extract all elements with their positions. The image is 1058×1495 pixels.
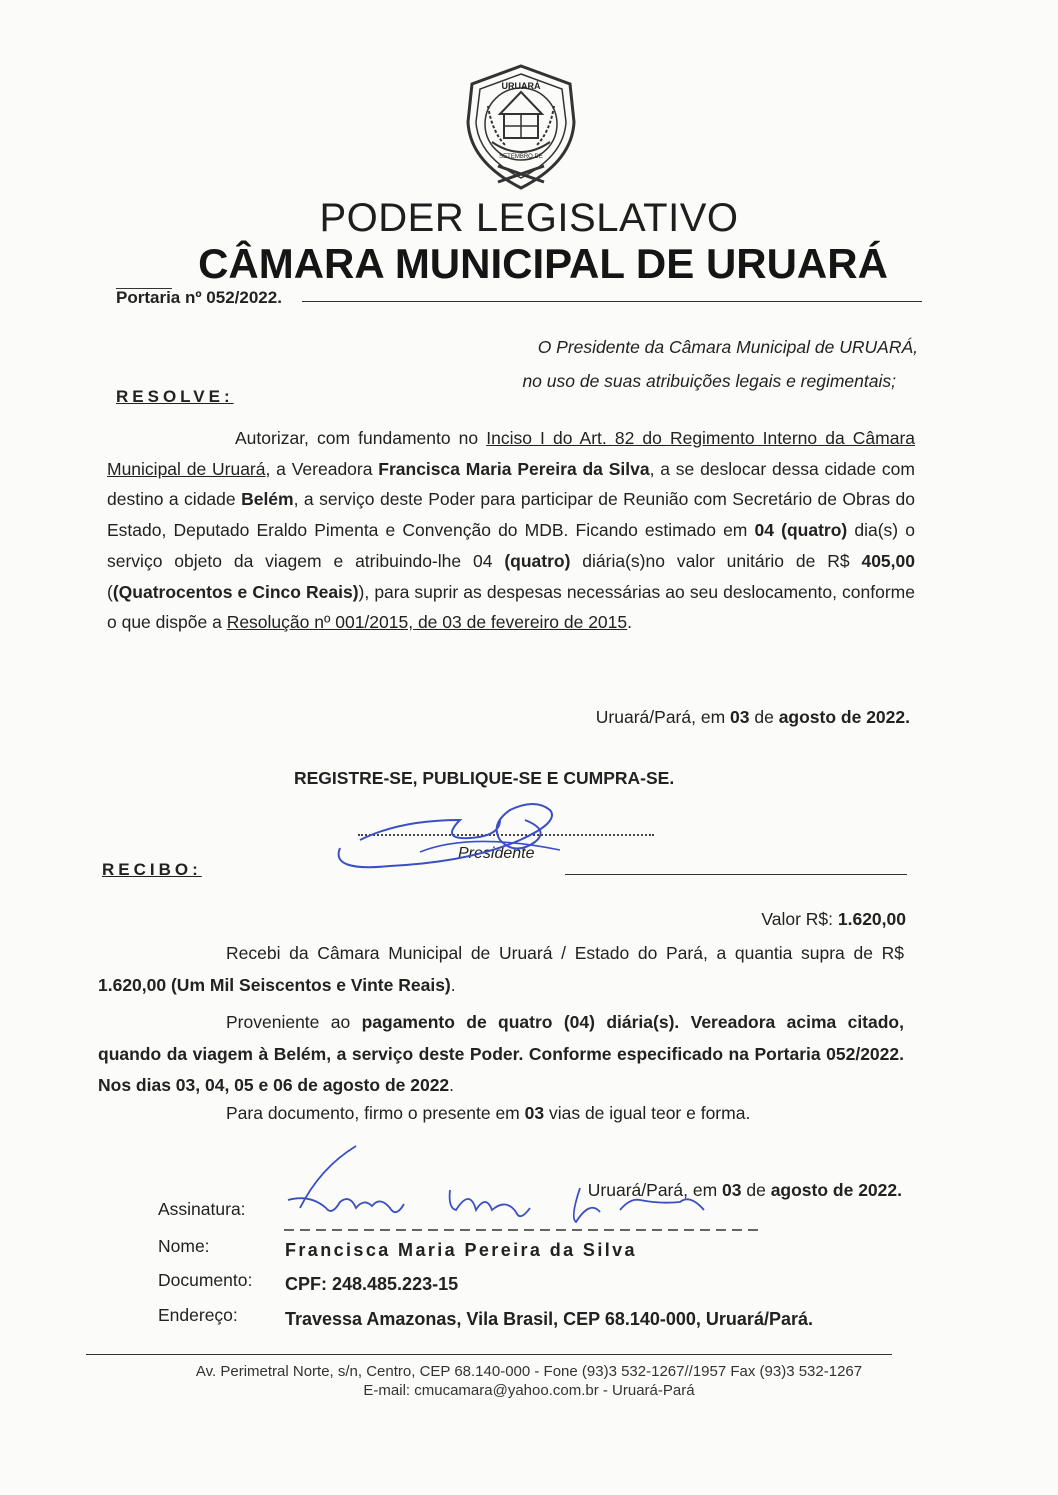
date-day: 03	[730, 707, 750, 727]
footer-email: E-mail: cmucamara@yahoo.com.br - Uruará-Pará	[363, 1382, 695, 1399]
date-month-year: agosto de 2022.	[778, 707, 910, 727]
resolucao-reference: Resolução nº 001/2015, de 03 de fevereiro de 2015	[226, 612, 628, 633]
resolve-date	[596, 707, 910, 728]
footer	[0, 1362, 1058, 1400]
page-title: PODER LEGISLATIVO	[319, 196, 739, 240]
president-signature	[320, 780, 590, 890]
text-run: , para suprir as despesas necessárias ao seu deslocamento, conforme o que dispõe a	[107, 581, 915, 633]
seal-caption-bottom: SETEMBRO DE	[499, 154, 543, 160]
text-run: dia(s) o serviço objeto da viagem e atribuindo-lhe 04	[107, 520, 915, 571]
date-month-year: agosto de 2022.	[770, 1180, 902, 1200]
recibo-paragraph-3	[226, 1103, 750, 1124]
endereco-label: Endereço:	[158, 1305, 238, 1325]
seal-caption-top: URUARÁ	[501, 81, 541, 91]
valor-amount: 1.620,00	[837, 909, 906, 929]
text-run: .	[627, 612, 633, 633]
portaria-number: Portaria nº 052/2022.	[116, 288, 282, 307]
text-run: .	[449, 1075, 455, 1095]
text-run: diária(s)no valor unitário de R$	[570, 550, 862, 571]
recibo-payment-details: pagamento de quatro (04) diária(s). Vereadora acima citado, quando da viagem à Belém, a serviço deste Poder. Conforme especificado na Portaria 052/2022. Nos dias 03, 04, 05 e 06 de agosto de 2022	[98, 1012, 904, 1095]
destination-city: Belém	[241, 489, 294, 510]
recibo-divider	[565, 874, 907, 875]
date-prefix: Uruará/Pará, em	[595, 707, 731, 727]
footer-address: Av. Perimetral Norte, s/n, Centro, CEP 68.140-000 - Fone (93)3 532-1267//1957 Fax (93)3 532-1267	[195, 1363, 863, 1380]
text-run: Recebi da Câmara Municipal de Uruará / Estado do Pará, a quantia supra de R$	[226, 943, 904, 963]
date-prefix: Uruará/Pará, em	[587, 1180, 723, 1200]
date-mid: de	[741, 1180, 771, 1200]
date-mid: de	[749, 707, 779, 727]
header-divider-right	[302, 301, 922, 302]
recibo-valor	[761, 909, 906, 930]
days-number: 04	[754, 520, 774, 541]
text-run: vias de igual teor e forma.	[544, 1103, 751, 1123]
documento-value: CPF: 248.485.223-15	[285, 1274, 459, 1294]
nome-label: Nome:	[158, 1236, 210, 1256]
days-words: (quatro)	[781, 520, 848, 541]
text-run: Proveniente ao	[226, 1012, 362, 1032]
recibo-paragraph-2	[98, 1007, 904, 1102]
text-run: Autorizar, com fundamento no	[235, 428, 487, 448]
recibo-amount-words: 1.620,00 (Um Mil Seiscentos e Vinte Reais)	[98, 974, 451, 995]
vias-count: 03	[524, 1103, 545, 1123]
footer-divider	[86, 1354, 892, 1355]
assinatura-label: Assinatura:	[158, 1199, 246, 1219]
preamble-line-1: O Presidente da Câmara Municipal de URUARÁ,	[537, 337, 918, 357]
text-run: , a serviço deste Poder para participar de Reunião com Secretário de Obras do Estado, Deputado Eraldo Pimenta e Convenção do MDB. Ficando estimado em	[107, 489, 915, 541]
registre-publique-cumpra: REGISTRE-SE, PUBLIQUE-SE E CUMPRA-SE.	[294, 768, 675, 788]
preamble-line-2: no uso de suas atribuições legais e regimentais;	[522, 371, 896, 391]
vereadora-name: Francisca Maria Pereira da Silva	[378, 458, 650, 479]
text-run: .	[450, 974, 456, 995]
recibo-paragraph-1	[98, 938, 904, 1001]
valor-label: Valor R$:	[761, 909, 838, 929]
recibo-heading: RECIBO:	[102, 860, 202, 879]
resolve-paragraph: Autorizar, com fundamento no Inciso I do Art. 82 do Regimento Interno da Câmara Municipal de Uruará, a Vereadora Francisca Maria Pereira da Silva, a se deslocar dessa cidade com destino a cidade Belém, a serviço deste Poder para participar de Reunião com Secretário de Obras do Estado, Deputado Eraldo Pimenta e Convenção do MDB. Ficando estimado em 04 (quatro) dia(s) o serviço objeto da viagem e atribuindo-lhe 04 (quatro) diária(s)no valor unitário de R$ 405,00 ((Quatrocentos e Cinco Reais)), para suprir as despesas necessárias ao seu deslocamento, conforme o que dispõe a Resolução nº 001/2015, de 03 de fevereiro de 2015.	[107, 428, 916, 633]
nome-value: Francisca Maria Pereira da Silva	[285, 1240, 637, 1260]
page-subtitle: CÂMARA MUNICIPAL DE URUARÁ	[198, 240, 888, 287]
resolve-heading: RESOLVE:	[116, 387, 234, 406]
text-run: , a Vereadora	[265, 458, 379, 479]
text-run: , a se deslocar dessa cidade com destino a cidade	[107, 458, 915, 510]
unit-value: 405,00	[861, 550, 915, 571]
date-day: 03	[722, 1180, 742, 1200]
municipal-seal-emblem	[462, 62, 580, 192]
regimento-reference: Inciso I do Art. 82 do Regimento Interno da Câmara Municipal de Uruará	[107, 428, 916, 479]
recipient-signature	[280, 1138, 770, 1234]
documento-label: Documento:	[158, 1270, 253, 1290]
endereco-value: Travessa Amazonas, Vila Brasil, CEP 68.140-000, Uruará/Pará.	[285, 1309, 813, 1329]
president-label: Presidente	[458, 845, 535, 862]
unit-value-words: (Quatrocentos e Cinco Reais)	[112, 581, 359, 602]
text-run: Para documento, firmo o presente em	[226, 1103, 525, 1123]
diarias-words: (quatro)	[504, 550, 571, 571]
preamble	[478, 330, 918, 398]
